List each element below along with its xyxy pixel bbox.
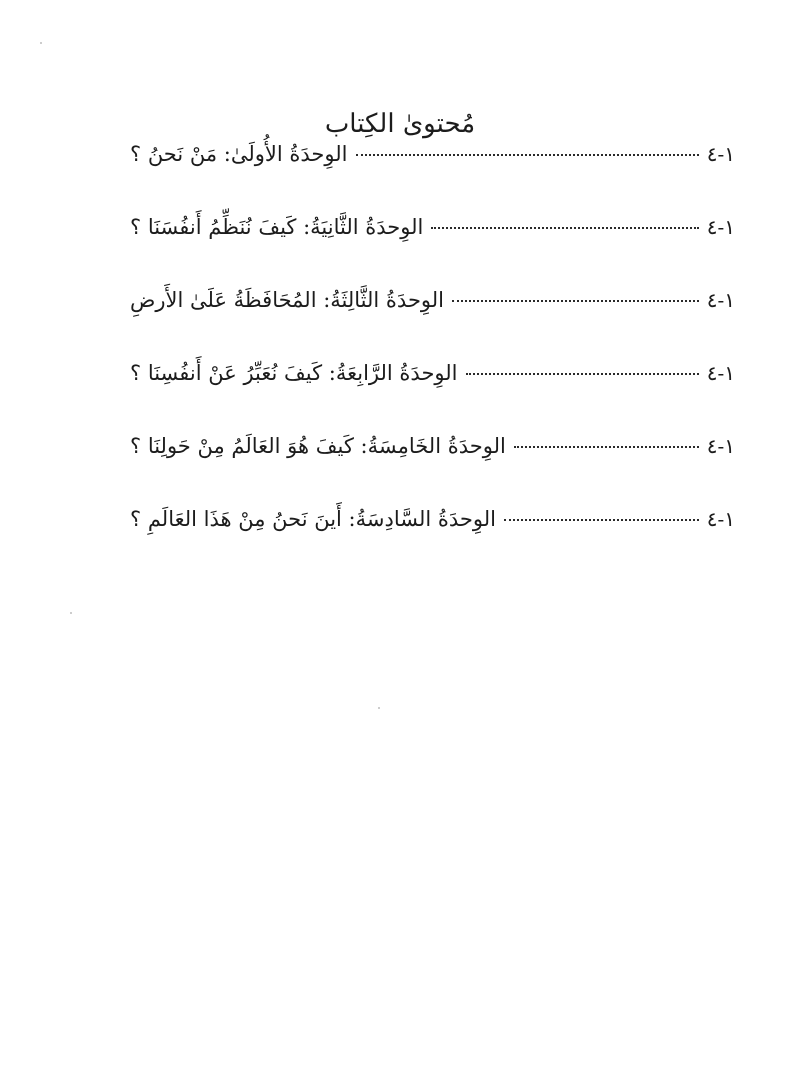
- toc-entry-pages: ١-٤: [706, 507, 735, 531]
- toc-entry-label: الوِحدَةُ الأُولَىٰ: مَنْ نَحنُ ؟: [130, 142, 348, 166]
- scan-speck: [40, 42, 42, 44]
- toc-entry-6: [130, 507, 735, 547]
- toc-title: مُحتوىٰ الكِتاب: [324, 109, 476, 139]
- dot-leader: [514, 446, 699, 448]
- dot-leader: [466, 373, 699, 375]
- toc-entry-label: الوِحدَةُ الثَّالِثَةُ: المُحَافَظَةُ عَلَىٰ الأَرضِ: [130, 288, 445, 312]
- toc-entry-label: الوِحدَةُ السَّادِسَةُ: أَينَ نَحنُ مِنْ هَذَا العَالَمِ ؟: [130, 507, 496, 531]
- toc-entry-label: الوِحدَةُ الثَّانِيَةُ: كَيفَ نُنَظِّمُ أَنفُسَنَا ؟: [130, 215, 424, 239]
- toc-entry-5: [130, 434, 735, 474]
- dot-leader: [452, 300, 699, 302]
- toc-entry-pages: ١-٤: [706, 142, 735, 166]
- toc-entry-label: الوِحدَةُ الرَّابِعَةُ: كَيفَ نُعَبِّرُ عَنْ أَنفُسِنَا ؟: [130, 361, 458, 385]
- scan-speck: [70, 612, 72, 614]
- toc-entry-4: [130, 361, 735, 401]
- toc-list: [130, 140, 735, 580]
- toc-entry-pages: ١-٤: [706, 434, 735, 458]
- dot-leader: [431, 227, 698, 229]
- toc-entry-pages: ١-٤: [706, 361, 735, 385]
- toc-entry-pages: ١-٤: [706, 215, 735, 239]
- toc-entry-label: الوِحدَةُ الخَامِسَةُ: كَيفَ هُوَ العَالَمُ مِنْ حَولِنَا ؟: [130, 434, 506, 458]
- dot-leader: [356, 154, 699, 156]
- dot-leader: [504, 519, 699, 521]
- toc-entry-3: [130, 288, 735, 328]
- toc-entry-1: [130, 142, 735, 182]
- scan-speck: [378, 707, 380, 709]
- toc-entry-2: [130, 215, 735, 255]
- toc-entry-pages: ١-٤: [706, 288, 735, 312]
